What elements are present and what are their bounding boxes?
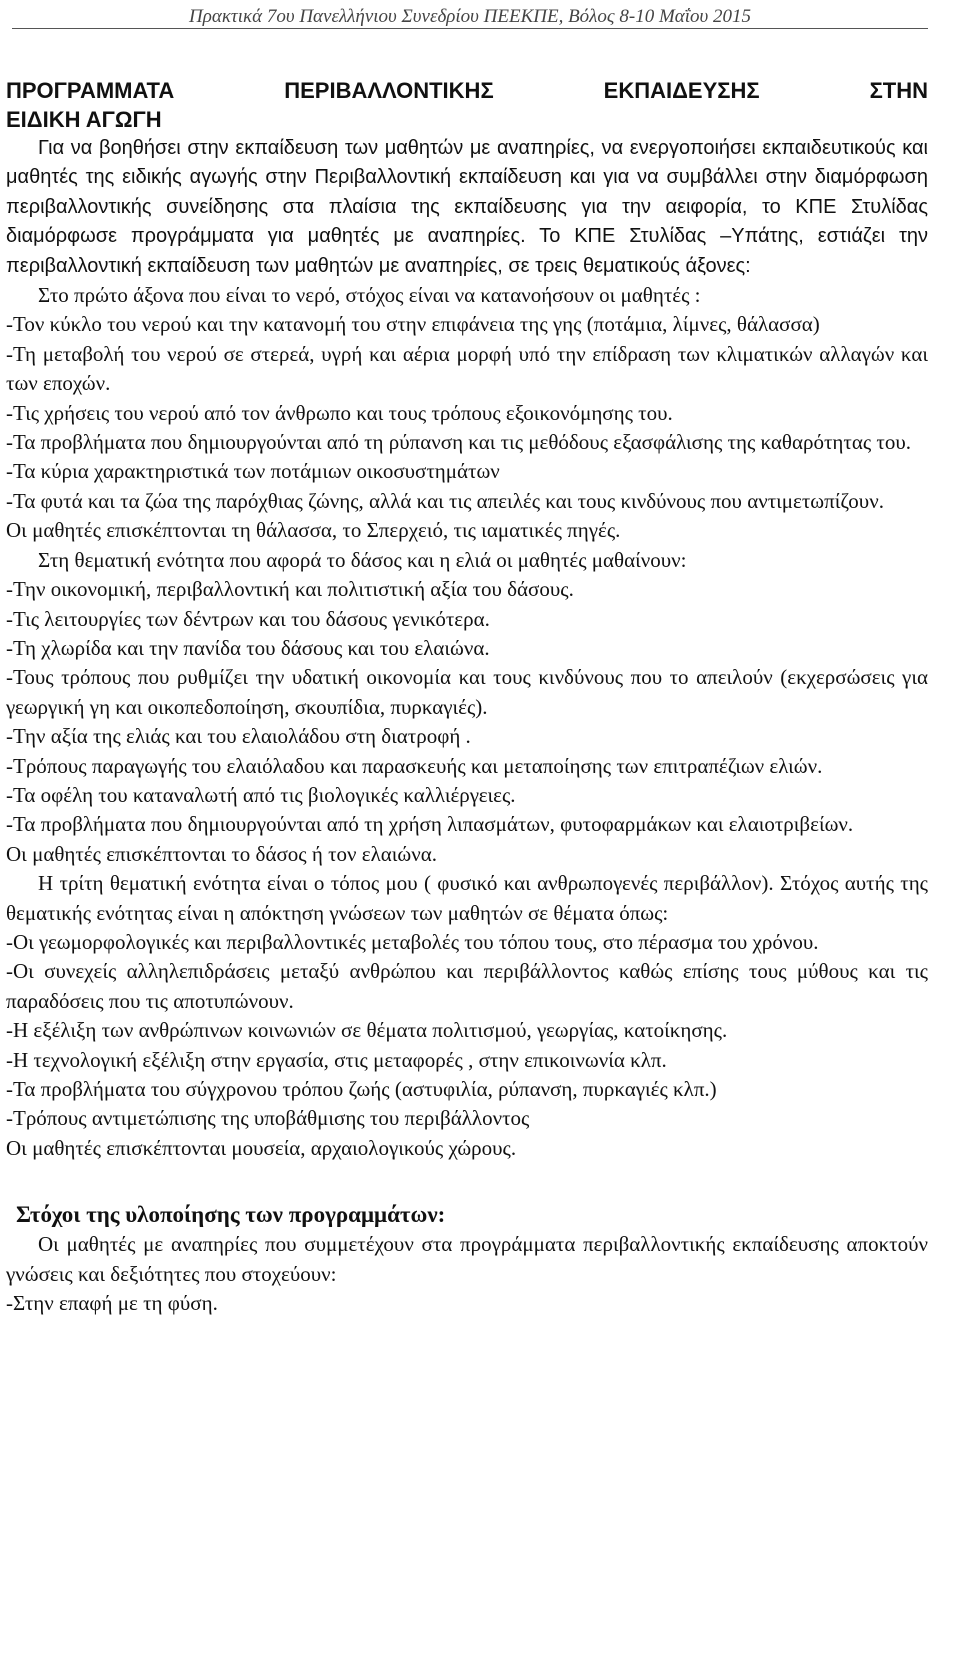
- list-item: -Την αξία της ελιάς και του ελαιολάδου στη διατροφή .: [6, 724, 471, 749]
- title-word: ΠΡΟΓΡΑΜΜΑΤΑ: [6, 78, 175, 103]
- list-item: -Οι γεωμορφολογικές και περιβαλλοντικές μεταβολές του τόπου τους, στο πέρασμα του χρόνου.: [6, 929, 819, 954]
- list-item: -Τη μεταβολή του νερού σε στερεά, υγρή και αέρια μορφή υπό την επίδραση των κλιματικών αλλαγών και των εποχών.: [6, 341, 928, 396]
- list-item: -Τις χρήσεις του νερού από τον άνθρωπο και τους τρόπους εξοικονόμησης του.: [6, 400, 673, 425]
- list-item: Οι μαθητές επισκέπτονται τη θάλασσα, το Σπερχειό, τις ιαματικές πηγές.: [6, 518, 621, 543]
- list-item: -Τα προβλήματα που δημιουργούνται από τη ρύπανση και τις μεθόδους εξασφάλισης της καθαρότητας του.: [6, 430, 911, 455]
- list-item: -Τον κύκλο του νερού και την κατανομή του στην επιφάνεια της γης (ποτάμια, λίμνες, θάλασσα): [6, 312, 820, 337]
- list-item: Οι μαθητές επισκέπτονται το δάσος ή τον ελαιώνα.: [6, 841, 437, 866]
- list-item: -Τα προβλήματα που δημιουργούνται από τη χρήση λιπασμάτων, φυτοφαρμάκων και ελαιοτριβείων.: [6, 812, 854, 837]
- title-word: ΣΤΗΝ: [869, 78, 928, 103]
- section-gap: [6, 1163, 928, 1199]
- title-word: ΠΕΡΙΒΑΛΛΟΝΤΙΚΗΣ: [284, 78, 494, 103]
- list-item: -Οι συνεχείς αλληλεπιδράσεις μεταξύ ανθρώπου και περιβάλλοντος καθώς επίσης τους μύθους και τις παραδόσεις που τις αποτυπώνουν.: [6, 959, 928, 1013]
- list-item: -Τους τρόπους που ρυθμίζει την υδατική οικονομία και τους κινδύνους που το απειλούν (εκχερσώσεις για γεωργική γη και οικοπεδοποίηση, σκουπίδια, πυρκαγιές).: [6, 665, 928, 719]
- list-item: -Τα προβλήματα του σύγχρονου τρόπου ζωής (αστυφιλία, ρύπανση, πυρκαγιές κλπ.): [6, 1077, 717, 1101]
- list-item: -Στην επαφή με τη φύση.: [6, 1291, 218, 1316]
- list-item: -Τις λειτουργίες των δέντρων και του δάσους γενικότερα.: [6, 606, 490, 631]
- intro-paragraph: [6, 134, 928, 281]
- list-item: -Την οικονομική, περιβαλλοντική και πολιτιστική αξία του δάσους.: [6, 577, 574, 602]
- list-item: -Τα κύρια χαρακτηριστικά των ποτάμιων οικοσυστημάτων: [6, 459, 500, 484]
- goals-intro: Οι μαθητές με αναπηρίες που συμμετέχουν στα προγράμματα περιβαλλοντικής εκπαίδευσης αποκτούν γνώσεις και δεξιότητες που στοχεύουν:: [6, 1232, 928, 1286]
- list-item: -Τα φυτά και τα ζώα της παρόχθιας ζώνης, αλλά και τις απειλές και τους κινδύνους που αντιμετωπίζουν.: [6, 488, 884, 513]
- axis3-intro: Η τρίτη θεματική ενότητα είναι ο τόπος μου ( φυσικό και ανθρωπογενές περιβάλλον). Στόχος αυτής της θεματικής ενότητας είναι η απόκτηση γνώσεων των μαθητών σε θέματα όπως:: [6, 871, 928, 925]
- list-item: -Η τεχνολογική εξέλιξη στην εργασία, στις μεταφορές , στην επικοινωνία κλπ.: [6, 1047, 667, 1072]
- running-header: Πρακτικά 7ου Πανελλήνιου Συνεδρίου ΠΕΕΚΠΕ, Βόλος 8-10 Μαΐου 2015: [12, 0, 928, 29]
- list-item: -Τη χλωρίδα και την πανίδα του δάσους και του ελαιώνα.: [6, 635, 490, 660]
- axis1-intro: Στο πρώτο άξονα που είναι το νερό, στόχος είναι να κατανοήσουν οι μαθητές :: [38, 283, 701, 308]
- list-item: -Η εξέλιξη των ανθρώπινων κοινωνιών σε θέματα πολιτισμού, γεωργίας, κατοίκησης.: [6, 1018, 728, 1043]
- goals-heading: Στόχοι της υλοποίησης των προγραμμάτων:: [16, 1202, 446, 1228]
- list-item: -Τρόπους παραγωγής του ελαιόλαδου και παρασκευής και μεταποίησης των επιτραπέζιων ελιών.: [6, 753, 823, 778]
- list-item: -Τα οφέλη του καταναλωτή από τις βιολογικές καλλιέργειες.: [6, 782, 516, 807]
- intro-text-2: Το ΚΠΕ Στυλίδας –Υπάτης, εστιάζει την περιβαλλοντική εκπαίδευση των μαθητών με αναπηρίες, σε τρεις θεματικούς άξονες:: [6, 225, 928, 277]
- axis2-intro: Στη θεματική ενότητα που αφορά το δάσος και η ελιά οι μαθητές μαθαίνουν:: [38, 547, 687, 572]
- document-title: [6, 76, 928, 134]
- title-word: ΕΚΠΑΙΔΕΥΣΗΣ: [603, 78, 760, 103]
- list-item: -Τρόπους αντιμετώπισης της υποβάθμισης του περιβάλλοντος: [6, 1106, 530, 1131]
- intro-text: Για να βοηθήσει στην εκπαίδευση των μαθητών με αναπηρίες, να ενεργοποιήσει εκπαιδευτικούς και μαθητές της ειδικής αγωγής στην Περιβαλλοντική εκπαίδευση και για να συμβάλλει στην διαμόρφωση περιβαλλοντικής συνείδησης στα πλαίσια της εκπαίδευσης για την αειφορία, το ΚΠΕ Στυλίδας διαμόρφωσε προγράμματα για μαθητές με αναπηρίες.: [6, 137, 928, 248]
- title-line-2: ΕΙΔΙΚΗ ΑΓΩΓΗ: [6, 107, 162, 132]
- list-item: Οι μαθητές επισκέπτονται μουσεία, αρχαιολογικούς χώρους.: [6, 1135, 517, 1160]
